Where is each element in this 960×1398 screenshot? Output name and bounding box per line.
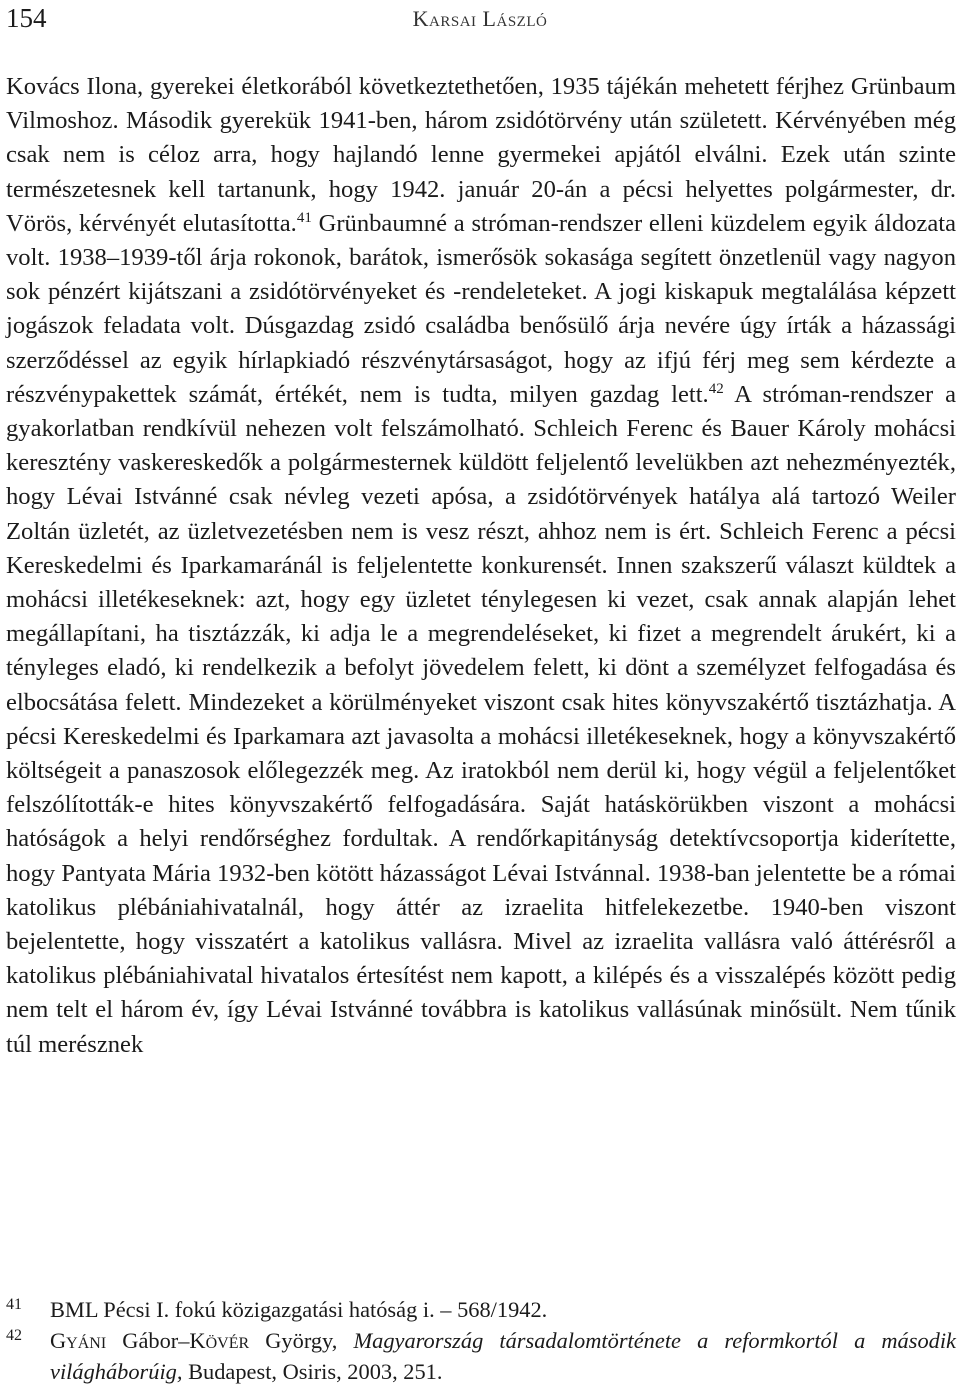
footnote-number: 42	[6, 1327, 22, 1344]
footnote-41	[6, 1294, 956, 1325]
footnote-ref-41[interactable]: 41	[296, 209, 312, 226]
footnote-author-given: Gábor–	[106, 1328, 190, 1353]
paragraph-text: A stróman-rendszer a gyakorlatban rendkívül nehezen volt felszámolható. Schleich Ferenc és Bauer Károly mohácsi keresztény vaskereskedők a polgármesternek küldött feljelentő levelükben azt nehezményezték, hogy Lévai Istvánné csak névleg vezeti apósa, a zsidótörvények hatálya alá tartozó Weiler Zoltán üzletét, az üzletvezetésben nem is vesz részt, ahhoz nem is ért. Schleich Ferenc a pécsi Kereskedelmi és Iparkamaránál is feljelentette konkurensét. Innen szakszerű választ küldtek a mohácsi illetékeseknek: azt, hogy egy üzletet ténylegesen ki vezet, csak annak alapján lehet megállapítani, ha tisztázzák, ki adja le a megrendeléseket, ki fizet a megrendelt árukért, ki a tényleges eladó, ki rendelkezik a befolyt jövedelem felett, ki dönt a személyzet felfogadása és elbocsátása felett. Mindezeket a körülményeket viszont csak hites könyvszakértő tisztázhatja. A pécsi Kereskedelmi és Iparkamara azt javasolta a mohácsi illetékeseknek, hogy a könyvszakértő költségeit a panaszosok előlegezzék meg. Az iratokból nem derül ki, hogy végül a feljelentőket felszólították-e hites könyvszakértő felfogadására. Saját hatáskörükben viszont a mohácsi hatóságok a helyi rendőrséghez fordultak. A rendőrkapitányság detektívcsoportja kiderítette, hogy Pantyata Mária 1932-ben kötött házasságot Lévai Istvánnal. 1938-ban jelentette be a római katolikus plébániahivatalnál, hogy áttér az izraelita hitfelekezetbe. 1940-ben viszont bejelentette, hogy visszatért a katolikus vallásra. Mivel az izraelita vallásra való áttérésről a katolikus plébániahivatal hivatalos értesítést nem kapott, a kilépés és a visszalépés között pedig nem telt el három év, így Lévai Istvánné továbbra is katolikus vallásúnak minősült. Nem tűnik túl merésznek	[6, 380, 957, 1058]
footnote-42	[6, 1325, 956, 1387]
footnote-text: BML Pécsi I. fokú közigazgatási hatóság i. – 568/1942.	[50, 1297, 548, 1322]
footnotes	[6, 1294, 956, 1387]
footnote-author: Kövér	[189, 1328, 250, 1353]
running-head: Karsai László	[412, 6, 548, 31]
page-number: 154	[6, 3, 47, 33]
footnote-publication: Budapest, Osiris, 2003, 251.	[182, 1359, 443, 1384]
footnote-ref-42[interactable]: 42	[708, 380, 724, 397]
footnote-book-title: Magyarország társadalomtörténete a reformkortól a második világháborúig,	[50, 1328, 956, 1384]
footnote-author-given: György,	[249, 1328, 354, 1353]
paragraph-text: Grünbaumné a stróman-rendszer elleni küzdelem egyik áldozata volt. 1938–1939-től árja rokonok, barátok, ismerősök sokasága segített önzetlenül vagy nagyon sok pénzért kijátszani a zsidótörvényeket és -rendeleteket. A jogi kiskapuk megtalálása képzett jogászok feladata volt. Dúsgazdag zsidó családba benősülő árja nevére úgy írták a házassági szerződéssel az egyik hírlapkiadó részvénytársaságot, hogy az ifjú férj meg sem kérdezte a részvénypakettek számát, értékét, nem is tudta, milyen gazdag lett.	[6, 209, 957, 408]
paragraph-text: Kovács Ilona, gyerekei életkorából következtethetően, 1935 tájékán mehetett férjhez Grünbaum Vilmoshoz. Második gyerekük 1941-ben, három zsidótörvény után született. Kérvényében még csak nem is céloz arra, hogy hajlandó lenne gyermekei apjától elválni. Ezek után szinte természetesnek kell tartanunk, hogy 1942. január 20-án a pécsi helyettes polgármester, dr. Vörös, kérvényét elutasította.	[6, 73, 956, 237]
paragraph	[6, 70, 956, 1062]
footnote-number: 41	[6, 1296, 22, 1313]
body-text	[6, 70, 956, 1062]
footnote-author: Gyáni	[50, 1328, 107, 1353]
